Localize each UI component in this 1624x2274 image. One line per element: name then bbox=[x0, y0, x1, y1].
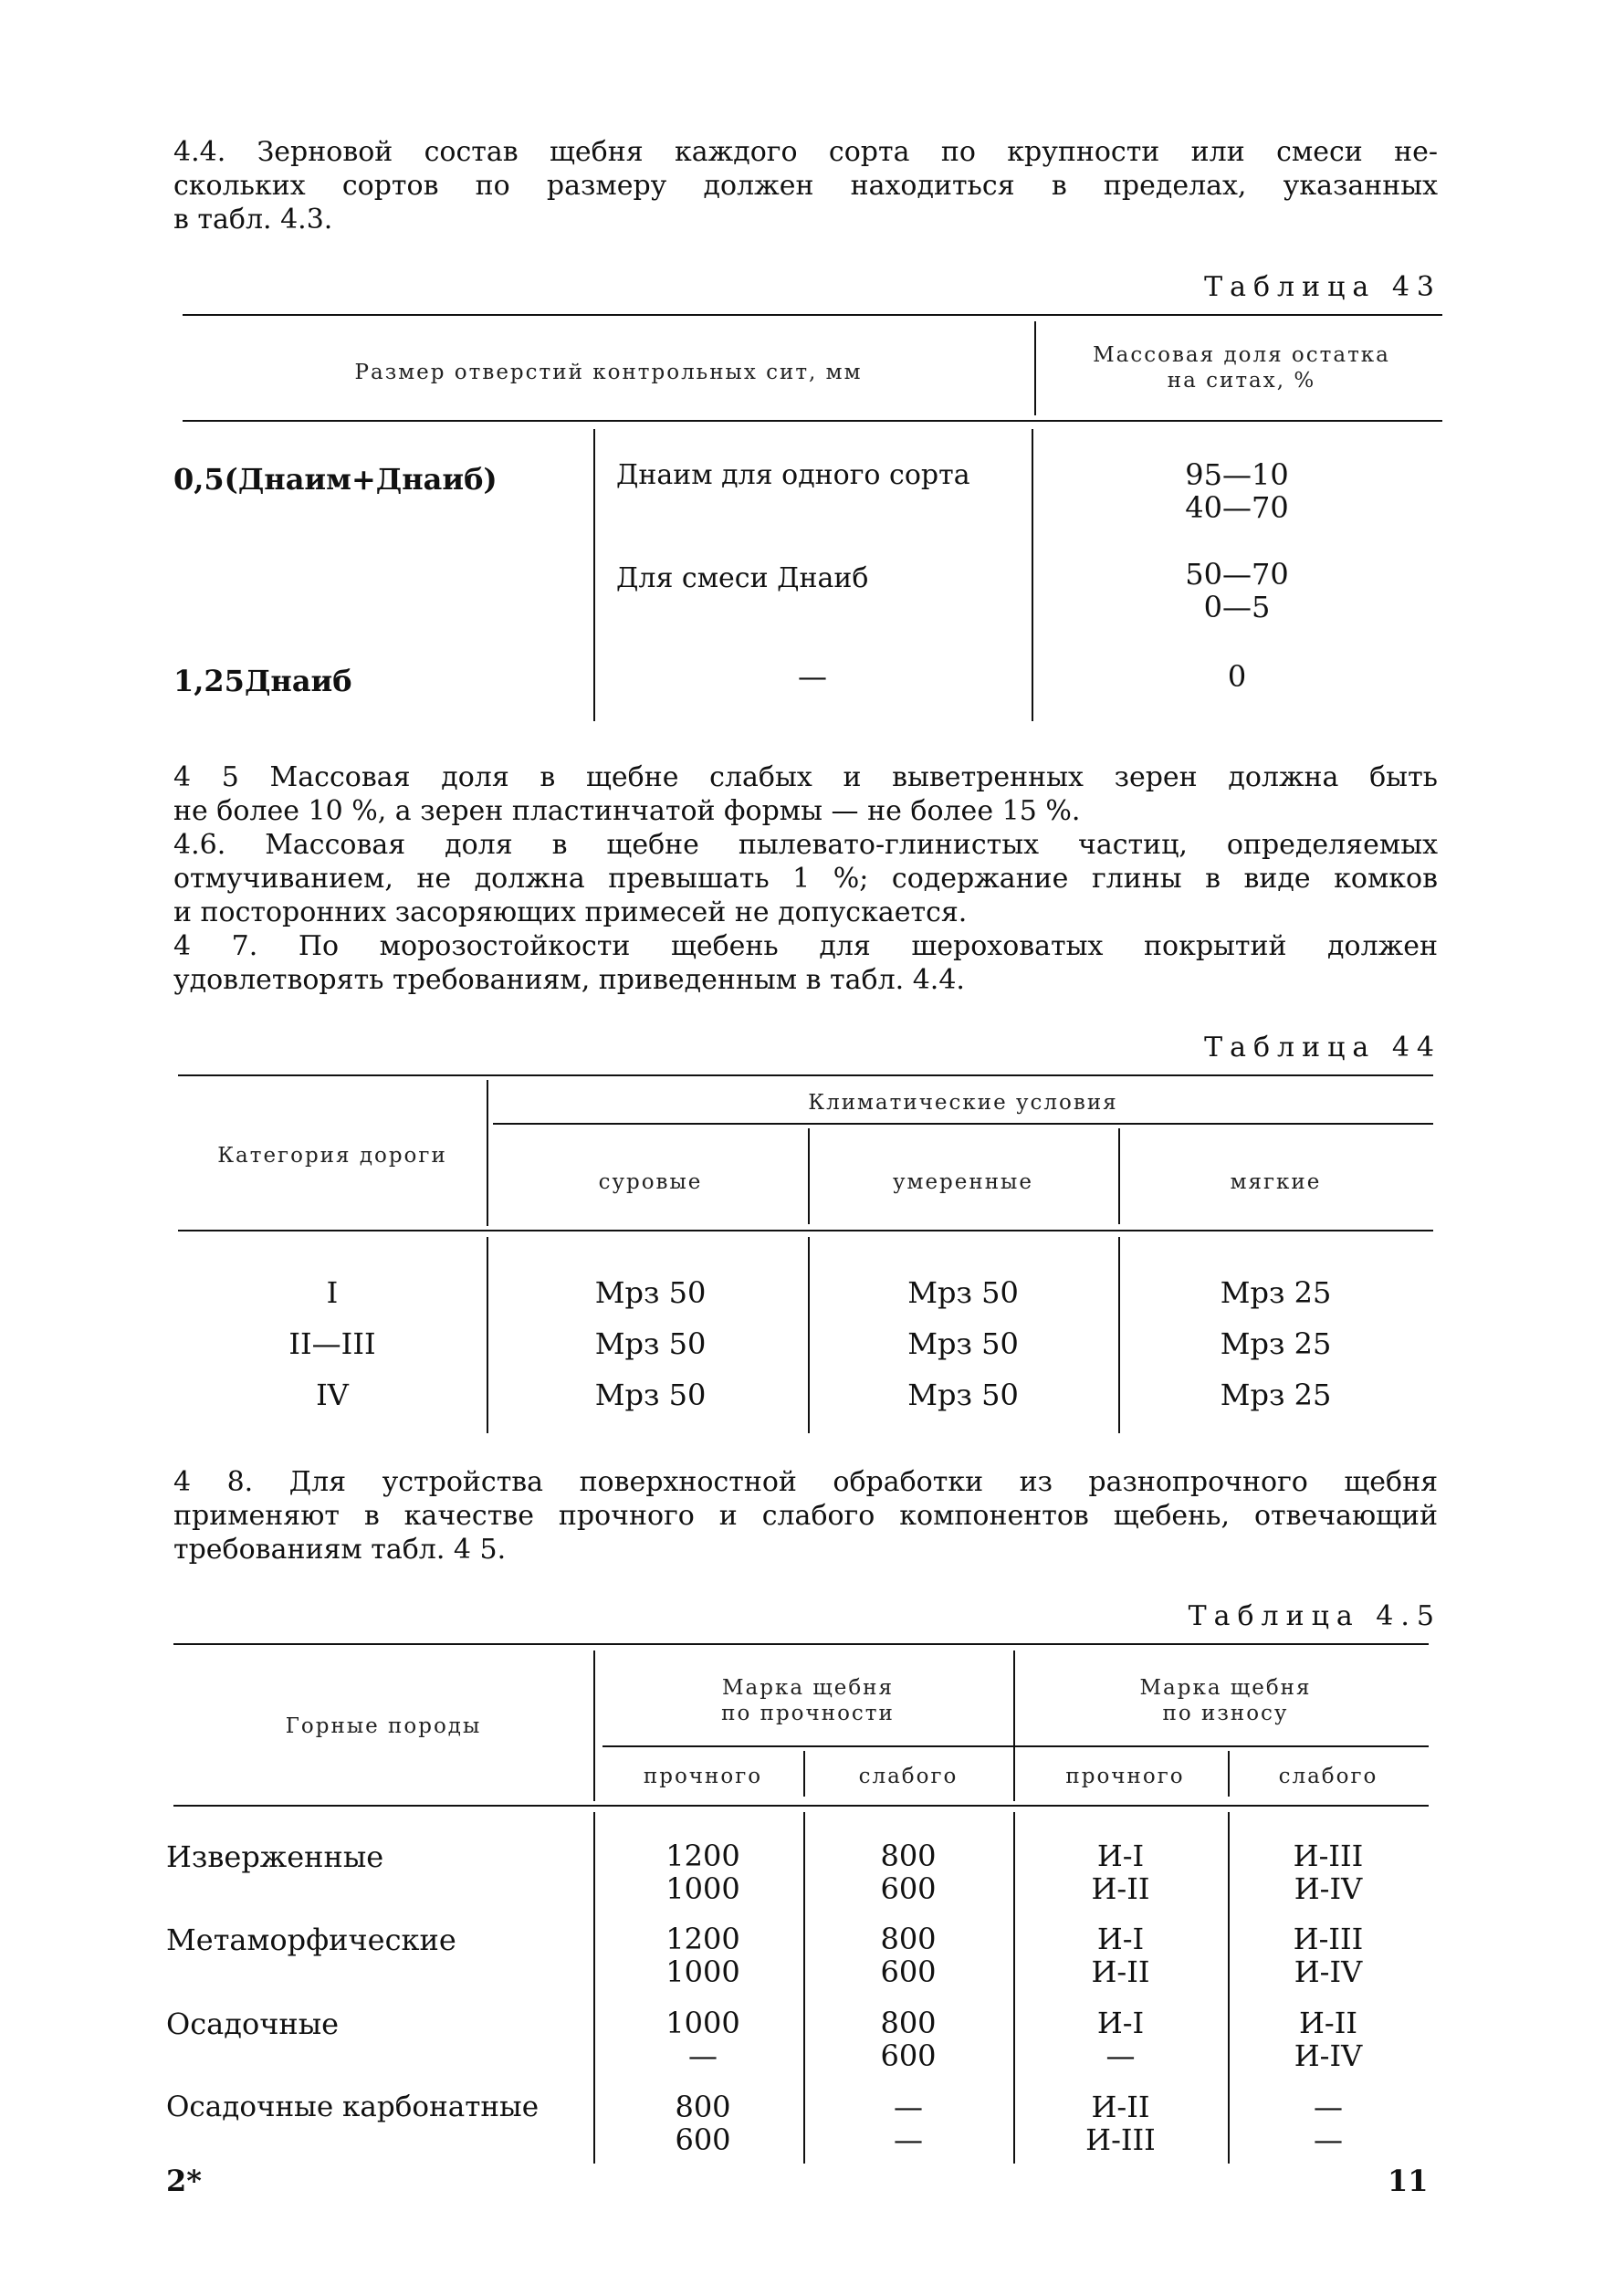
table-4-5-row-4-wear-strong: И-II И-III bbox=[1085, 2090, 1156, 2157]
table-4-3-row-1-size: 0,5(Днаим+Днаиб) bbox=[173, 462, 498, 497]
table-4-5-row-1-str-weak: 800 600 bbox=[880, 1839, 937, 1906]
paragraph-4-5: 4 5 Массовая доля в щебне слабых и выветренных зерен должна быть не более 10 %, а зерен пластинчатой формы — не более 15 %. bbox=[173, 761, 1438, 827]
table-4-3-caption: Таблица 43 bbox=[1204, 271, 1441, 303]
paragraph-4-4: 4.4. Зерновой состав щебня каждого сорта по крупности или смеси не- скольких сортов по размеру должен находиться в пределах, указанных в табл. 4.3. bbox=[173, 136, 1438, 236]
table-4-3-row-2-values: 50—70 0—5 bbox=[1185, 557, 1289, 624]
table-4-5-row-1-wear-strong: И-I И-II bbox=[1091, 1839, 1150, 1906]
table-4-4-mild-values: Мрз 25 Мрз 25 Мрз 25 bbox=[1220, 1275, 1332, 1412]
table-4-5-row-3-wear-weak: И-II И-IV bbox=[1294, 2006, 1363, 2073]
table-4-5-row-4-str-strong: 800 600 bbox=[675, 2090, 731, 2157]
table-4-4-header-moderate: умеренные bbox=[893, 1170, 1033, 1194]
table-4-5-row-3-rock: Осадочные bbox=[166, 2007, 340, 2041]
table-4-5-row-2-rock: Метаморфические bbox=[166, 1923, 456, 1957]
table-4-5-header-divider-1 bbox=[593, 1650, 595, 1801]
table-4-5-header-wear-strong: прочного bbox=[1065, 1765, 1185, 1788]
table-4-4-header-divider bbox=[487, 1080, 488, 1226]
table-4-4-divider-1 bbox=[487, 1237, 488, 1433]
table-4-4-moderate-values: Мрз 50 Мрз 50 Мрз 50 bbox=[907, 1275, 1019, 1412]
table-4-4-caption: Таблица 44 bbox=[1204, 1032, 1441, 1064]
table-4-5-caption: Таблица 4.5 bbox=[1188, 1600, 1441, 1632]
table-4-3-header-divider bbox=[1034, 321, 1036, 415]
table-4-5-row-1-rock: Изверженные bbox=[166, 1839, 384, 1874]
table-4-5-row-3-wear-strong: И-I — bbox=[1096, 2006, 1145, 2073]
table-4-5-row-2-wear-weak: И-III И-IV bbox=[1293, 1922, 1364, 1989]
table-4-3-row-1-note: Днаим для одного сорта bbox=[616, 459, 970, 491]
table-4-5-row-4-rock: Осадочные карбонатные bbox=[166, 2091, 540, 2123]
table-4-4-header-climate: Климатические условия bbox=[808, 1091, 1118, 1115]
table-4-5-header-divider-2 bbox=[1013, 1650, 1015, 1801]
table-4-5-header-strength-weak: слабого bbox=[858, 1765, 959, 1788]
table-4-5-row-4-wear-weak: — — bbox=[1314, 2090, 1343, 2157]
table-4-5-header-rocks: Горные породы bbox=[285, 1714, 482, 1738]
table-4-3-row-3-value: 0 bbox=[1227, 659, 1247, 694]
table-4-5-row-2-wear-strong: И-I И-II bbox=[1091, 1922, 1150, 1989]
table-4-5-header-strength: Марка щебня по прочности bbox=[721, 1676, 895, 1725]
table-4-4-harsh-values: Мрз 50 Мрз 50 Мрз 50 bbox=[594, 1275, 707, 1412]
table-4-4-header-rule bbox=[178, 1230, 1433, 1231]
table-4-3-header-mass: Массовая доля остатка на ситах, % bbox=[1093, 343, 1390, 393]
table-4-5-subheader-rule bbox=[602, 1745, 1429, 1747]
table-4-4-header-mild: мягкие bbox=[1230, 1170, 1322, 1194]
table-4-5-top-rule bbox=[173, 1643, 1429, 1645]
table-4-5-row-4-str-weak: — — bbox=[894, 2090, 923, 2157]
table-4-5-header-rule bbox=[173, 1805, 1429, 1807]
table-4-5-row-3-str-weak: 800 600 bbox=[880, 2006, 937, 2073]
table-4-4-categories: I II—III IV bbox=[288, 1275, 376, 1412]
table-4-4-top-rule bbox=[178, 1074, 1433, 1076]
table-4-5-row-1-str-strong: 1200 1000 bbox=[665, 1839, 740, 1906]
table-4-5-header-wear-weak: слабого bbox=[1278, 1765, 1378, 1788]
table-4-5-row-2-str-strong: 1200 1000 bbox=[665, 1922, 740, 1989]
paragraph-4-8: 4 8. Для устройства поверхностной обработки из разнопрочного щебня применяют в качестве прочного и слабого компонентов щебень, отвечающий требованиям табл. 4 5. bbox=[173, 1466, 1438, 1566]
table-4-3-row-3-note: — bbox=[798, 659, 827, 694]
table-4-4-header-harsh: суровые bbox=[598, 1170, 703, 1194]
table-4-3-header-rule bbox=[183, 420, 1442, 422]
table-4-5-row-2-str-weak: 800 600 bbox=[880, 1922, 937, 1989]
table-4-4-header-category: Категория дороги bbox=[217, 1144, 447, 1168]
page-number: 11 bbox=[1388, 2164, 1429, 2198]
table-4-5-row-3-str-strong: 1000 — bbox=[665, 2006, 740, 2073]
table-4-3-row-1-values: 95—10 40—70 bbox=[1185, 457, 1289, 525]
signature-mark: 2* bbox=[166, 2164, 202, 2198]
table-4-4-subheader-rule bbox=[493, 1123, 1433, 1125]
table-4-5-header-strength-strong: прочного bbox=[643, 1765, 763, 1788]
table-4-3-divider-2 bbox=[1032, 429, 1033, 721]
table-4-5-row-1-wear-weak: И-III И-IV bbox=[1293, 1839, 1364, 1906]
table-4-3-top-rule bbox=[183, 314, 1442, 316]
table-4-3-row-3-size: 1,25Днаиб bbox=[173, 664, 352, 698]
table-4-5-header-wear: Марка щебня по износу bbox=[1139, 1676, 1312, 1725]
table-4-3-header-size: Размер отверстий контрольных сит, мм bbox=[354, 361, 863, 384]
paragraph-4-6: 4.6. Массовая доля в щебне пылевато-глинистых частиц, определяемых отмучиванием, не должна превышать 1 %; содержание глины в виде комков и посторонних засоряющих примесей не допускается. bbox=[173, 829, 1438, 928]
table-4-3-row-2-note: Для смеси Днаиб bbox=[616, 562, 869, 594]
paragraph-4-7: 4 7. По морозостойкости щебень для шероховатых покрытий должен удовлетворять требованиям, приведенным в табл. 4.4. bbox=[173, 930, 1438, 996]
